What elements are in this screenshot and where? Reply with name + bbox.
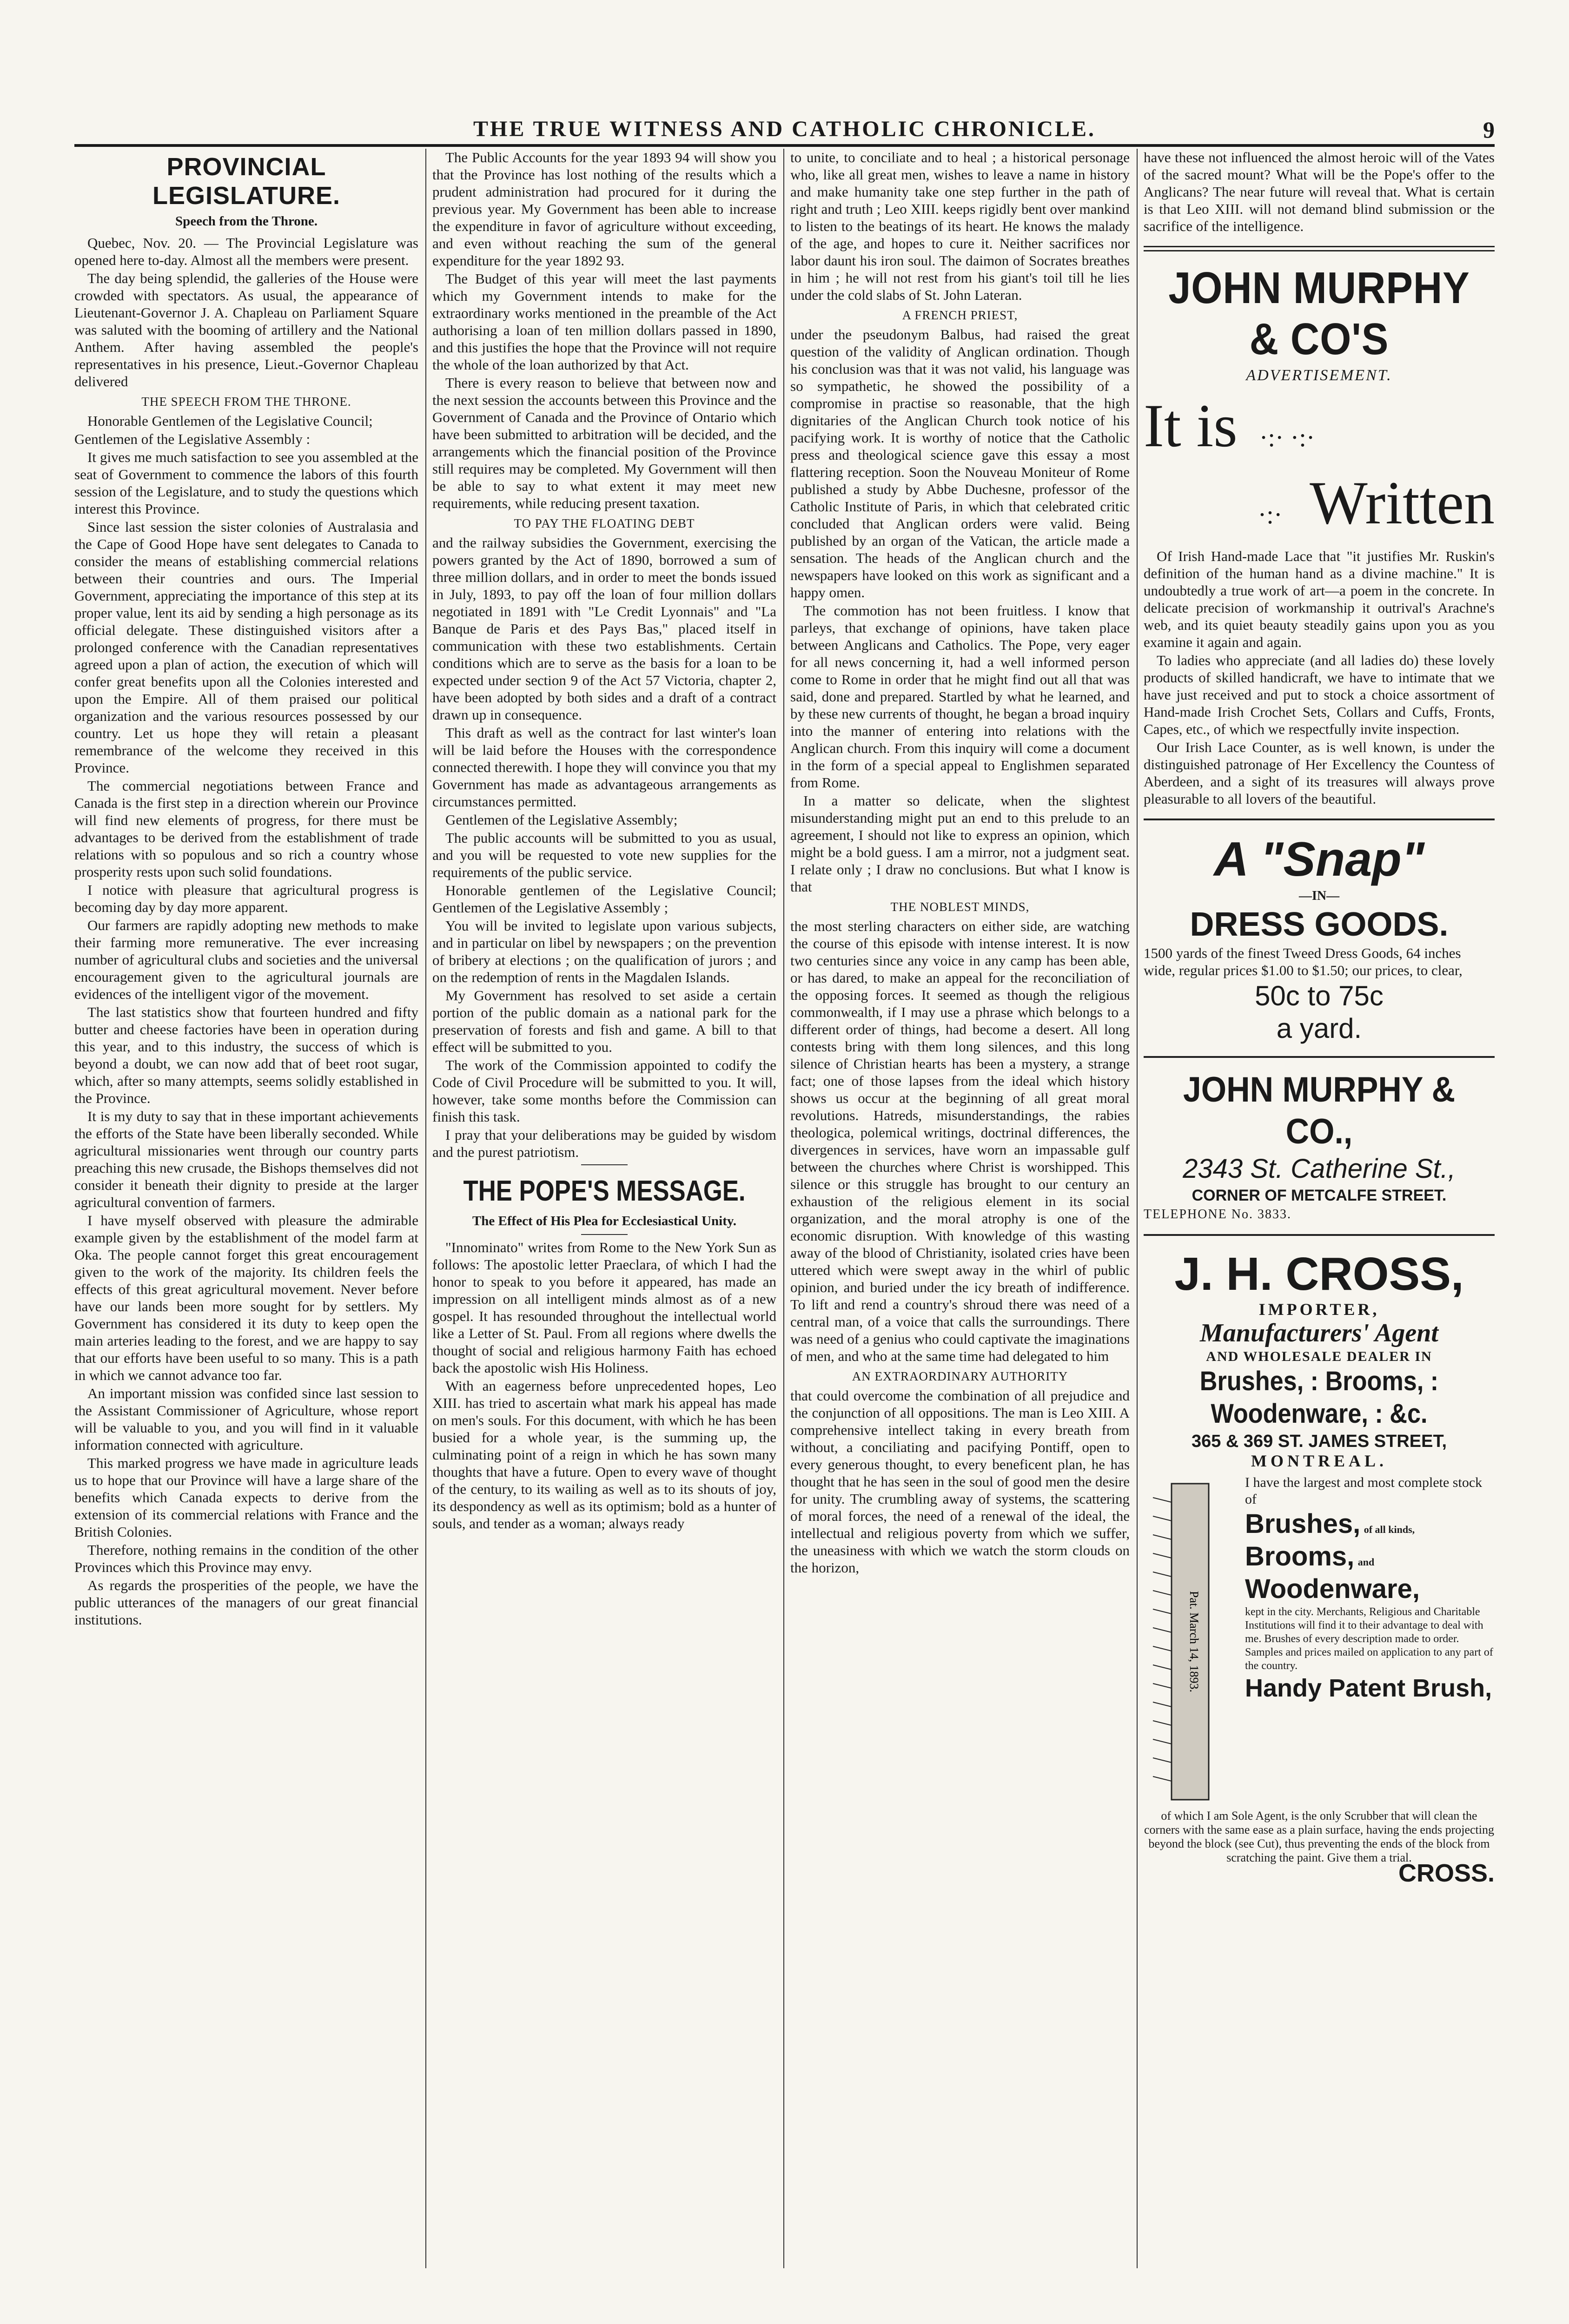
ad-paragraph: To ladies who appreciate (and all ladies do) these lovely products of skilled handicraft, we have to intimate that we have just received and put to stock a choice assortment of Hand-made Irish Crochet Sets, Collars and Cuffs, Fronts, Capes, etc., of which we respectfully invite inspection.: [1144, 652, 1495, 737]
ad-price: 50c to 75c: [1255, 980, 1384, 1011]
column-rule: [425, 149, 426, 2268]
paragraph: The work of the Commission appointed to codify the Code of Civil Procedure will be submitted to you. It will, however, take some months before the Commission can finish this task.: [432, 1057, 776, 1125]
brush-ad: [1144, 1474, 1495, 1809]
ad-subtitle: ADVERTISEMENT.: [1246, 367, 1392, 384]
ad-importer: IMPORTER,: [1258, 1300, 1380, 1319]
ad-brushes-line: Brushes, : Brooms, : Woodenware, : &c.: [1199, 1366, 1439, 1429]
divider: [1144, 1056, 1495, 1058]
address-line: Honorable gentlemen of the Legislative Council; Gentlemen of the Legislative Assembly ;: [432, 882, 776, 916]
paragraph: The last statistics show that fourteen hundred and fifty butter and cheese factories have been in operation during this year, and to this industry, the success of which is beyond a doubt, we can now add that of beet root sugar, which, after so many attempts, seems solidly established in the Province.: [74, 1004, 418, 1106]
paragraph: As regards the prosperities of the people, we have the public utterances of the managers of our great financial institutions.: [74, 1577, 418, 1628]
masthead: [74, 116, 1495, 147]
article-heading: THE POPE'S MESSAGE.: [463, 1175, 746, 1207]
paragraph: This draft as well as the contract for last winter's loan will be laid before the Houses with the correspondence connected therewith. I hope they will convince you that my Government has made as advantageous arrangements as circumstances permitted.: [432, 725, 776, 810]
ad-agent: Manufacturers' Agent: [1200, 1319, 1438, 1347]
handy-brush-heading: Handy Patent Brush,: [1245, 1674, 1492, 1702]
divider: [1144, 819, 1495, 820]
ad-city: MONTREAL.: [1251, 1452, 1387, 1470]
paragraph: The Budget of this year will meet the last payments which my Government intends to make for the extraordinary works mentioned in the preamble of the Act authorising a loan of ten million dollars passed in 1890, and this justifies the hope that the Province will not require the whole of the loan authorized by that Act.: [432, 271, 776, 373]
paragraph: Our farmers are rapidly adopting new methods to make their farming more remunerative. The ever increasing number of agricultural clubs and societies and the universal encouragement given to the agricultural journals are evidences of the intelligent vigor of the movement.: [74, 917, 418, 1002]
paragraph: I pray that your deliberations may be guided by wisdom and the purest patriotism.: [432, 1127, 776, 1160]
paragraph: The public accounts will be submitted to you as usual, and you will be requested to vote new supplies for the requirements of the public service.: [432, 830, 776, 880]
paragraph: You will be invited to legislate upon various subjects, and in particular on libel by newspapers ; on the prevention of bribery at elections ; on the qualification of jurors ; and on the redemption of rents in the Magdalen Islands.: [432, 918, 776, 985]
ad-cross-name: J. H. CROSS,: [1174, 1248, 1464, 1300]
section-heading: A FRENCH PRIEST,: [902, 308, 1018, 322]
divider: [581, 1164, 628, 1165]
paragraph: the most sterling characters on either side, are watching the course of this episode with intense interest. It is now two centuries since any voice in any camp has been able, or has dared, to make an appeal for the reconciliation of the opposing forces. It seemed as though the religious commonwealth, if I may use a phrase which belongs to a different order of things, had become a desert. All long contests bring with them long silences, and this long silence of Christian hearts has been a mystery, a strange fact; one of those lapses from the ideal which history shows us occur at the beginning of all great moral revolutions. Hatreds, misunderstandings, the rabies theologica, polemical writings, doctrinal differences, the divergences in services, have worn an impassable gulf between the churches where Christ is worshipped. This silence or this struggle has brought to our century an exhaustion of the religious element in its social organization, and the moral atrophy is one of the economic disruption. With knowledge of this wasting away of the blood of Christianity, isolated cries have been uttered which were swept away in the whirl of public opinion, and buried under the icy breath of indifference. To lift and rend a country's shroud there was need of a central man, of a voice that calls the surroundings. There was need of a genius who could captivate the imaginations of men, and who at the same time had delegated to him: [790, 918, 1130, 1364]
brush-illustration-icon: [1144, 1474, 1237, 1809]
ad-murphy-title: JOHN MURPHY & CO'S: [1168, 263, 1470, 364]
divider: [1144, 1234, 1495, 1236]
paragraph: There is every reason to believe that between now and the next session the accounts between this Province and the Government of Canada and the Province of Ontario which have been submitted to arbitration will be decided, and the arrangements which the financial position of the Province still requires may be completed. My Government will then be able to say to what extent it may meet new requirements, while reducing present taxation.: [432, 375, 776, 511]
paragraph: Since last session the sister colonies of Australasia and the Cape of Good Hope have sent delegates to Canada to consider the means of establishing commercial relations between their countries and ours. The Imperial Government, appreciating the importance of this step at its proper value, lent its aid by sending a high personage as its official delegate. These distinguished visitors after a prolonged conference with the Canadian representatives agreed upon a plan of action, the execution of which will confer great benefits upon all the Colonies interested and upon the Empire. All of them praised our political organization and the various resources possessed by our country. Let us hope they will retain a pleasant remembrance of the welcome they received in this Province.: [74, 519, 418, 776]
article-heading: PROVINCIAL LEGISLATURE.: [152, 153, 340, 210]
newspaper-title: THE TRUE WITNESS AND CATHOLIC CHRONICLE.: [473, 117, 1096, 141]
divider: [581, 1234, 628, 1235]
column-3: [790, 149, 1130, 2268]
paragraph: The commercial negotiations between France and Canada is the first step in a direction wherein our Province will find new elements of progress, for there must be advantages to be derived from the establishment of trade relations with so populous and so rich a country whose prosperity rests upon such solid foundations.: [74, 778, 418, 880]
ad-signature: CROSS.: [1398, 1859, 1495, 1887]
section-heading: TO PAY THE FLOATING DEBT: [514, 516, 695, 530]
paragraph: This marked progress we have made in agriculture leads us to hope that our Province will have a large share of the benefits which Canada expects to derive from the extension of its commercial relations with France and the British Colonies.: [74, 1455, 418, 1540]
ad-murphy-name: JOHN MURPHY & CO.,: [1183, 1070, 1456, 1151]
column-rule: [783, 149, 784, 2268]
paragraph: I have myself observed with pleasure the admirable example given by the establishment of the model farm at Oka. The people cannot forget this great encouragement given to the work of the majority. Its children feels the effects of this great agricultural movement. Never before have our lands been more sought for by settlers. My Government has considered it its duty to keep open the main arteries leading to the forest, and we are happy to say that our efforts have been useful to so many. This is a path in which we cannot advance too far.: [74, 1212, 418, 1383]
ad-dress-goods: DRESS GOODS.: [1190, 906, 1449, 943]
paragraph: to unite, to conciliate and to heal ; a historical personage who, like all great men, wishes to leave a name in history and make humanity take one step further in the path of right and truth ; Leo XIII. keeps rigidly bent over mankind to listen to the beatings of its heart. He knows the malady of the age, and hopes to cure it. Neither sacrifices nor labor daunt his iron soul. The daimon of Socrates breathes in him ; he will not rest from his giant's toil till he lies under the cold slabs of St. John Lateran.: [790, 149, 1130, 303]
paragraph: The day being splendid, the galleries of the House were crowded with spectators. As usual, the appearance of Lieutenant-Governor J. A. Chapleau on Parliament Square was saluted with the booming of artillery and the National Anthem. After having assembled the people's representatives in his presence, Lieut.-Governor Chapleau delivered: [74, 270, 418, 390]
section-heading: AN EXTRAORDINARY AUTHORITY: [852, 1369, 1068, 1383]
paragraph: An important mission was confided since last session to the Assistant Commissioner of Agriculture, whose report will be valuable to you, and you will find in it valuable information connected with agriculture.: [74, 1385, 418, 1453]
section-heading: THE SPEECH FROM THE THRONE.: [141, 395, 351, 409]
paragraph: With an eagerness before unprecedented hopes, Leo XIII. has tried to ascertain what mark his appeal has made on men's souls. For this document, with which he has been busied for a whole year, is the summing up, the culminating point of a reign in which he has sown many thoughts that have a future. Open to every wave of thought of the century, to its wailing as well as to its shouts of joy, its despondency as well as its optimism; bold as a hunter of souls, and tender as a woman; always ready: [432, 1378, 776, 1532]
ad-paragraph: 1500 yards of the finest Tweed Dress Goods, 64 inches wide, regular prices $1.00 to $1.50; our prices, to clear,: [1144, 945, 1463, 978]
paragraph: under the pseudonym Balbus, had raised the great question of the validity of Anglican ordination. Though his conclusion was that it was not valid, his language was so sympathetic, he showed the possibility of a compromise in practise so reasonable, that the high dignitaries of the Anglican Church took notice of his pacifying work. It is worthy of notice that the Catholic press and theological science gave this essay a most flattering reception. Soon the Nouveau Moniteur of Rome published a study by Abbe Duchesne, professor of the Catholic Institute of Paris, in which that celebrated critic concluded that Anglican orders were valid. Being published by an organ of the Vatican, the article made a sensation. The heads of the Anglican church and the newspapers have looked on this work as significant and a happy omen.: [790, 326, 1130, 601]
brush-ad-text: I have the largest and most complete stock of Brushes, of all kinds, Brooms, and Woodenware, kept in the city. Merchants, Religious and Charitable Institutions will find it to their advantage to deal with me. Brushes of every description made to order. Samples and prices mailed on application to any part of the country. Handy Patent Brush,: [1245, 1474, 1495, 1809]
article-subheading: The Effect of His Plea for Ecclesiastical Unity.: [472, 1214, 737, 1228]
column-1: [74, 149, 418, 2268]
paragraph: Quebec, Nov. 20. — The Provincial Legislature was opened here to-day. Almost all the members were present.: [74, 235, 418, 268]
paragraph: "Innominato" writes from Rome to the New York Sun as follows: The apostolic letter Praeclara, of which I had the honor to speak to you before it appeared, has made an impression on all intelligent minds almost as of a new gospel. It has resounded throughout the intellectual world like a Letter of St. Paul. From all regions where dwells the thought of social and religious harmony Faith has echoed back the apostolic wish His Holiness.: [432, 1239, 776, 1376]
ad-snap-headline: A "Snap": [1213, 832, 1425, 886]
divider: [1144, 246, 1495, 251]
address-line: Gentlemen of the Legislative Assembly :: [74, 431, 311, 447]
ad-address: 2343 St. Catherine St.,: [1183, 1154, 1456, 1184]
article-subheading: Speech from the Throne.: [175, 214, 318, 229]
paragraph: The commotion has not been fruitless. I know that parleys, that exchange of opinions, have taken place between Anglicans and Catholics. The Pope, very eager for all news concerning it, had a well informed person come to Rome in order that he might find out all that was said, done and prepared. Startled by what he learned, and by these new currents of thought, he began a broad inquiry into the manner of entering into relations with the Anglican church. From this inquiry will come a document in the form of a special appeal to Englishmen separated from Rome.: [790, 602, 1130, 791]
ornament-icon: ·:· ·:·: [1252, 423, 1315, 452]
address-line: Gentlemen of the Legislative Assembly;: [445, 812, 678, 828]
paragraph: In a matter so delicate, when the slightest misunderstanding might put an end to this prelude to an agreement, I should not like to express an opinion, which might be a bold guess. I am a mirror, not a judgment seat. I relate only ; I draw no conclusions. But what I know is that: [790, 792, 1130, 895]
ad-street: 365 & 369 ST. JAMES STREET,: [1191, 1432, 1447, 1451]
ad-fine-print: of which I am Sole Agent, is the only Scrubber that will clean the corners with the same ease as a plain surface, having the ends projecting beyond the block (see Cut), thus preventing the ends of the block from scratching the paint. Give them a trial.: [1144, 1809, 1494, 1864]
ad-in: —IN—: [1298, 889, 1340, 903]
ad-price-unit: a yard.: [1276, 1013, 1362, 1044]
column-rule: [1137, 149, 1138, 2268]
page-number: 9: [1483, 117, 1495, 143]
ad-headline-it-is: It is ·:· ·:·: [1144, 391, 1315, 460]
ad-corner: CORNER OF METCALFE STREET.: [1192, 1187, 1447, 1204]
ad-paragraph: Of Irish Hand-made Lace that "it justifies Mr. Ruskin's definition of the human hand as a divine machine." It is undoubtedly a true work of art—a poem in the concrete. In delicate precision of workmanship it outrival's Arachne's web, and its quiet beauty steadily gains upon you as you examine it again and again.: [1144, 548, 1495, 650]
paragraph: The Public Accounts for the year 1893 94 will show you that the Province has lost nothing of the results which a prudent administration had procured for it during the previous year. My Government has been able to increase the expenditure in favor of agriculture without exceeding, and even without reaching the sum of the general expenditure for the year 1892 93.: [432, 149, 776, 269]
ad-paragraph: Our Irish Lace Counter, as is well known, is under the distinguished patronage of Her Excellency the Countess of Aberdeen, and a sight of its treasures will always prove pleasurable to all lovers of the beautiful.: [1144, 739, 1495, 807]
column-4: [1144, 149, 1495, 2268]
address-line: Honorable Gentlemen of the Legislative Council;: [87, 413, 373, 429]
paragraph: My Government has resolved to set aside a certain portion of the public domain as a national park for the preservation of forests and fish and game. A bill to that effect will be submitted to you.: [432, 987, 776, 1055]
patent-date: Pat. March 14, 1893.: [1187, 1591, 1201, 1693]
ad-telephone: TELEPHONE No. 3833.: [1144, 1207, 1291, 1221]
paragraph: It gives me much satisfaction to see you assembled at the seat of Government to commence the labors of this fourth session of the Legislature, and to study the questions which interest this Province.: [74, 449, 418, 517]
paragraph: that could overcome the combination of all prejudice and the conjunction of all oppositions. The man is Leo XIII. A comprehensive intellect taking in every breath from without, a conciliating and pacifying Pontiff, open to every generous thought, to every beneficent plan, he has thought that he has seen in the soul of good men the desire for unity. The crumbling away of systems, the scattering of moral forces, the need of a renewal of the ideal, the intellectual and religious poverty from which we suffer, the uneasiness with which we watch the storm clouds on the horizon,: [790, 1387, 1130, 1576]
paragraph: I notice with pleasure that agricultural progress is becoming day by day more apparent.: [74, 882, 418, 915]
paragraph: have these not influenced the almost heroic will of the Vates of the sacred mount? What will be the Pope's offer to the Anglicans? The near future will reveal that. What is certain is that Leo XIII. will not demand blind submission or the sacrifice of the intelligence.: [1144, 149, 1495, 234]
section-heading: THE NOBLEST MINDS,: [890, 900, 1030, 914]
ad-dealer: AND WHOLESALE DEALER IN: [1206, 1349, 1432, 1364]
paragraph: and the railway subsidies the Government, exercising the powers granted by the Act of 1890, borrowed a sum of three million dollars, and in order to meet the bonds issued in July, 1893, to pay off the loan of four million dollars negotiated in 1891 with "Le Credit Lyonnais" and "La Banque de Paris et des Pays Bas," placed itself in communication with these two establishments. Certain conditions which are to serve as the basis for a loan to be expected under section 9 of the Act 57 Victoria, chapter 2, have been adopted by both sides and a draft of a contract drawn up in consequence.: [432, 535, 776, 723]
column-2: [432, 149, 776, 2268]
paragraph: It is my duty to say that in these important achievements the efforts of the State have been liberally seconded. While agricultural missionaries went through our country parts preaching this new crusade, the Bishops themselves did not consider it beneath their dignity to preside at the larger agricultural convention of farmers.: [74, 1108, 418, 1210]
ornament-icon: ·:·: [1258, 501, 1296, 529]
ad-headline-written: ·:· Written: [1258, 469, 1495, 537]
paragraph: Therefore, nothing remains in the condition of the other Provinces which this Province may envy.: [74, 1542, 418, 1575]
